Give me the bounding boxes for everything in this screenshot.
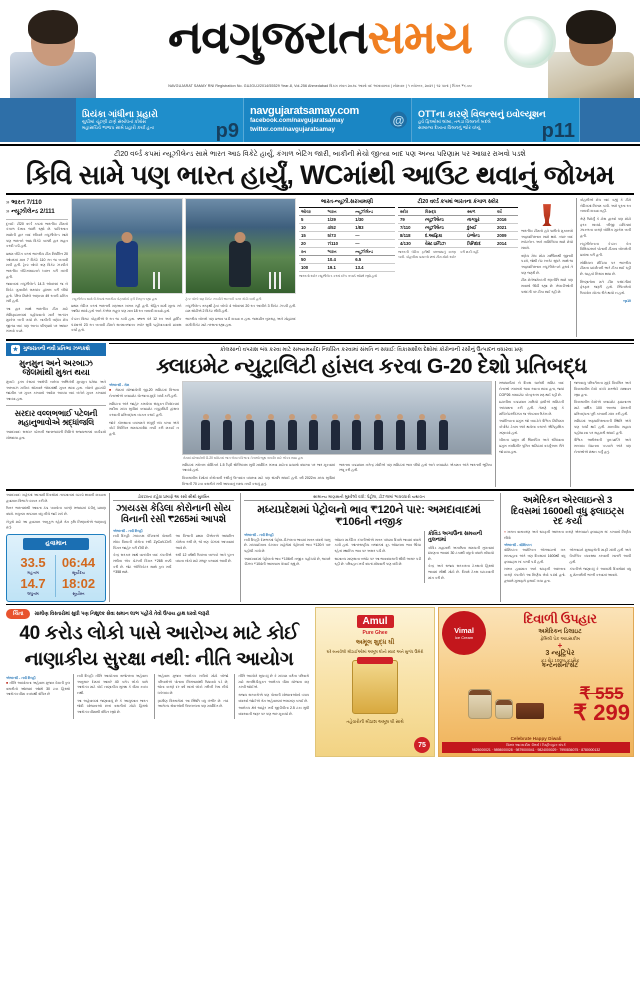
- stat-row: [299, 216, 395, 224]
- lead-body-farright: કોહલીએ મેચ બાદ કહ્યું કે ટીમે બેટિંગમાં નિરાશ કર્યા. અમે પૂરતા રન બનાવી શક્યા નહીં. તેણે ઉમેર્યું કે ટોસ હારવો પણ મોટો ફરક લાવ્યો. બીજી ઇનિંગમાં ઝાકળના કારણે બોલિંગ મુશ્કેલ બની હતી. ન્યૂઝીલેન્ડના કેપ્ટન કેન વિલિયમ્સને પોતાની ટીમના બોલરોની પ્રશંસા કરી હતી. સોશિયલ મીડિયા પર ભારતીય ટીમના પ્રદર્શનની ભારે ટીકા થઈ રહી છે. ચાહકો નિરાશ થયા છે. નિષ્ણાતોના મતે ટીમ પસંદગીમાં ફેરફાર જરૂરી હતો. સ્પિનરોનો ઉપયોગ યોગ્ય રીતે થયો ન હતો.: [580, 198, 631, 295]
- stat-row: [398, 224, 518, 232]
- lead-trophy-column: [521, 198, 573, 337]
- stat-cell: 13.4: [353, 264, 395, 272]
- lead-body-right: ભારતીય ટીમનો હવે પછીનો મુકાબલો અફઘાનિસ્તાન સામે થશે. ત્યાર બાદ સ્કોટલેન્ડ અને નામિબિયા સામે મેચો રમાશે. ત્રણેય મેચ મોટા માર્જિનથી જીતવી પડશે, જેથી નેટ રનરેટ સુધરે. સાથે જ અફઘાનિસ્તાન ન્યૂઝીલેન્ડને હરાવે તે પણ જરૂરી છે. ટીમ મેનેજમેન્ટની રણનીતિ સામે પણ સવાલો ઊઠી રહ્યા છે. ખેલાડીઓની પસંદગી પર ટીકા થઈ રહી છે.: [521, 229, 573, 294]
- ad-amul[interactable]: [315, 607, 435, 757]
- vimal-tub-large: [468, 689, 492, 719]
- stat-col-header: ભારત: [325, 208, 353, 216]
- stat-cell: 20: [299, 240, 325, 248]
- g20-section: [109, 343, 634, 488]
- vaccine-kicker: ડોકટરના કહેવા પ્રમાણે આ રસી સૌથી સુરક્ષિત: [113, 493, 234, 501]
- airlines-bullet-text: ખરાબ વાતાવરણ અને સ્ટાફની અછતના કારણે એરલાઇને ફ્લાઇટ્સ રદ કરવાનો નિર્ણય લીધો: [504, 530, 631, 540]
- vimal-price-new: ₹ 299: [573, 699, 630, 725]
- stat-table-2: [398, 208, 518, 248]
- lead-body-center: પ્રથમ બેટિંગ કરતાં ભારતની શરૂઆત ખરાબ રહી હતી. રોહિત શર્મા શૂન્ય રને આઉટ થયો હતો અને કેએલ રાહુલ પણ માત્ર 18 રન બનાવી શક્યો હતો. કેપ્ટન વિરાટ કોહલીએ 9 રન જ કર્યા હતા. ઋષભ પંતે 12 રન અને હાર્દિક પંડ્યાએ 23 રન બનાવી ટીમને સન્માનજનક સ્કોર સુધી પહોંચાડવાનો પ્રયાસ કર્યો હતો. ન્યૂઝીલેન્ડ તરફથી ટ્રેન્ટ બોલ્ટે 4 ઓવરમાં 20 રન આપીને 3 વિકેટ ઝડપી હતી. ઇશ સોઢીએ 2 વિકેટ લીધી હતી. ભારતીય બોલરો પણ પ્રભાવ પાડી શક્યા ન હતા. જસપ્રીત બુમરાહ અને મોહમ્મદ શમી વિકેટ માટે તરસતા રહ્યા હતા.: [71, 303, 296, 333]
- lead-photo-area: [71, 198, 296, 337]
- promo-right-headline: OTTના કારણે વિલન્સનું ઇવોલ્યૂશન: [418, 108, 546, 119]
- vimal-line1: અમેરિકન ડિલાઇટ: [538, 629, 582, 636]
- bottom-body-2: અહેવાલ મુજબ આરોગ્ય ખર્ચનો મોટો બોજો પરિવારોએ પોતાના ખિસ્સામાંથી ઉઠાવવો પડે છે, જેના કારણે દર વર્ષે લાખો લોકો ગરીબી રેખા નીચે ધકેલાય છે. ગ્રામીણ વિસ્તારોમાં આ સ્થિતિ વધુ ગંભીર છે. ત્યાં આરોગ્ય સેવાઓની ઉપલબ્ધતા પણ મર્યાદિત છે.: [154, 674, 232, 720]
- side-story-mid-body: અમદાવાદ: સરદાર પટેલની જન્મજયંતી નિમિત્તે રાજ્યભરમાં કાર્યક્રમો યોજાયા હતા.: [6, 430, 106, 440]
- sidebar-section-label: ગુજરાતની નવી પ્રતિભા ઝળકશે: [23, 345, 90, 352]
- vimal-price-old: ₹ 555: [579, 683, 624, 703]
- vimal-contact-title: વિમલ આઇસક્રીમ ડીલર્સ / ડિસ્ટ્રીબ્યુટર સંપર્ક: [506, 742, 566, 747]
- lead-photo-bowler: [185, 198, 297, 294]
- stat-col-header: વિરુદ્ધ: [423, 208, 465, 216]
- vimal-line5: કન્ટેનર્સનો સેટ: [541, 663, 579, 670]
- petrol-body: નવી દિલ્હી: દેશભરમાં પેટ્રોલ-ડીઝલના ભાવમાં સતત વધારો ચાલુ છે. મધ્યપ્રદેશના કેટલાક શહેરોમાં પેટ્રોલનો ભાવ ₹120ને પાર પહોંચી ગયો છે. અમદાવાદમાં પેટ્રોલનો ભાવ ₹106ની નજીક પહોંચ્યો છે, જ્યારે ડીઝલ ₹104ની આસપાસ વેચાઈ રહ્યું છે. ઓઇલ માર્કેટિંગ કંપનીઓએ સતત પાંચમા દિવસે ભાવમાં વધારો કર્યો હતો. આંતરરાષ્ટ્રીય બજારમાં ક્રૂડ ઓઇલના ભાવ ઊંચા રહેતાં સ્થાનિક ભાવ પર અસર પડી છે. સામાન્ય માણસના બજેટ પર આ ભાવવધારાની સીધી અસર પડી રહી છે. પરિવહન ખર્ચ વધતાં મોંઘવારી પણ વધી છે.: [244, 537, 422, 567]
- lead-headline[interactable]: કિવિ સામે પણ ભારત હાર્યું, WCમાંથી આઉટ થવાનું જોખમ: [25, 160, 615, 190]
- amul-product: Pure Ghee: [362, 630, 388, 637]
- stat-cell: 50: [299, 256, 325, 264]
- stat-cell: 2009: [495, 232, 518, 240]
- stat-cell: 4/130: [398, 240, 423, 248]
- promo-left-sub2: મહાસચિવે ભાજપ સામે પ્રહારો કર્યા હતા: [82, 125, 154, 131]
- vimal-brand-sub: Ice Cream: [454, 635, 474, 641]
- bottom-section: [0, 607, 640, 757]
- stat-cell: —: [353, 232, 395, 240]
- stat-cell: દુબઈ: [465, 224, 495, 232]
- bottom-bullet-text: નીતિ આયોગના અહેવાલ મુજબ દેશની કુલ વસતીનો ઓછામાં ઓછો 30 ટકા હિસ્સો આરોગ્ય વીમા કવચથી વંચિત છે: [6, 680, 70, 697]
- stat-cell: વેસ્ટ ઇન્ડિઝ: [423, 240, 465, 248]
- stat-cell: ત્રિનિદાદ: [465, 240, 495, 248]
- weather-min-value: 14.7: [20, 575, 46, 591]
- stat-cell: 7/110: [325, 240, 353, 248]
- airlines-headline[interactable]: અમેરિકન એરલાઇન્સે 3 દિવસમાં 1600થી વધુ ફ્લાઇટ્સ રદ કર્યા: [510, 494, 625, 528]
- stat-cell: નાગપુર: [465, 216, 495, 224]
- promo-right-sub2: સામાન્ય દેખાતા વિલનનું જોર વધ્યું: [418, 125, 481, 131]
- stat-row: [299, 256, 395, 264]
- stat-cell: 1/29: [325, 216, 353, 224]
- airlines-byline: એજન્સી - વોશિંગ્ટન: [504, 543, 532, 548]
- g20-byline: એજન્સી - રોમ: [109, 383, 130, 388]
- ad-vimal[interactable]: [438, 607, 634, 757]
- bottom-bullet: ■ નીતિ આયોગના અહેવાલ મુજબ દેશની કુલ વસતીનો ઓછામાં ઓછો 30 ટકા હિસ્સો આરોગ્ય વીમા કવચથી વંચિત છે: [6, 680, 70, 697]
- promo-strip: [0, 98, 640, 142]
- promo-right-page: p11: [541, 120, 575, 142]
- petrol-sidebar-head: કોવિડ અગાઉના સમયની તુલનામાં: [428, 530, 483, 544]
- lead-photo-caption-left: ન્યૂઝીલેન્ડ સામેની મેચમાં ભારતીય બેટ્સમેનો ફરી નિષ્ફળ રહ્યા હતા: [72, 297, 158, 302]
- stat-row: [398, 216, 518, 224]
- weather-max-label: મહત્તમ: [27, 569, 39, 575]
- bottom-body-3: નીતિ આયોગે સૂચવ્યું છે કે મધ્યમ વર્ગના પરિવારો માટે સબસિડીયુક્ત આરોગ્ય વીમા યોજના શરૂ કરવી જોઈએ. રાજ્ય સરકારોએ પણ પોતાની યોજનાઓનો વ્યાપ વધારવો જોઈએ તેમ અહેવાલમાં ભલામણ કરાઈ છે. આરોગ્ય ક્ષેત્રે જાહેર ખર્ચ જીડીપીના 2.5 ટકા સુધી વધારવાની જરૂર પર પણ ભાર મૂકાયો છે.: [234, 674, 312, 720]
- side-story-top-body: મુંબઈ: ડ્રગ્સ કેસમાં આરોપી બનેલા અભિનેત્રી મુનમુન ધમેચા અને અરબાઝ મર્ચન્ટ સોમવારે જેલમાંથી મુક્ત થયા હતા. બોમ્બે હાઇકોર્ટે જામીન પર મુક્ત કરવાનો આદેશ આપ્યા બાદ બંનેને મુક્ત કરવામાં આવ્યા હતા.: [6, 379, 106, 401]
- side-story-top-headline[interactable]: મુનમુન અને અરબાઝ જેલમાંથી મુક્ત થયા: [19, 357, 93, 378]
- stat-table-1-note: ભારતનો સ્કોર ન્યૂઝીલેન્ડ કરતાં દરેક તબક્કે ઓછો રહ્યો હતો: [299, 274, 378, 279]
- weather-title: હવામાન: [23, 538, 89, 550]
- left-sidebar: [6, 343, 106, 488]
- amul-logo: Amul: [357, 615, 394, 628]
- vimal-brand: Vimal: [454, 626, 474, 636]
- stat-table-lowscores: [398, 198, 518, 337]
- trophy-badge-icon: ★: [12, 346, 19, 353]
- lead-photo-caption-right: ટ્રેન્ટ બોલ્ટે ત્રણ વિકેટ ઝડપીને ભારતની કમર તોડી નાખી હતી: [185, 297, 262, 302]
- stat-table-1: [299, 208, 395, 272]
- stat-cell: ન્યૂઝીલેન્ડ: [423, 216, 465, 224]
- g20-photo-column: [182, 381, 492, 487]
- amul-sub: તહેવારોની મીઠાશ અમૂલ ઘી સાથે: [346, 718, 404, 724]
- stat-cell: 6.5: [353, 256, 395, 264]
- vimal-plus: +: [557, 641, 563, 651]
- stat-cell: 1/30: [353, 216, 395, 224]
- stat-row: [299, 264, 395, 272]
- weather-max-value: 33.5: [20, 554, 46, 570]
- vimal-contact-bar: [442, 742, 630, 754]
- stat-col-header: ભારત: [325, 248, 353, 256]
- stat-cell: 2016: [495, 216, 518, 224]
- vimal-tub-small: [495, 699, 513, 719]
- weather-sunrise: [56, 555, 101, 576]
- promo-item-priyanka[interactable]: [76, 98, 244, 142]
- airlines-bullet: » ખરાબ વાતાવરણ અને સ્ટાફની અછતના કારણે એરલાઇને ફ્લાઇટ્સ રદ કરવાનો નિર્ણય લીધો: [504, 530, 631, 540]
- lead-score-block: » ભારત 7/110 » ન્યૂઝીલેન્ડ 2/111: [6, 198, 68, 220]
- amul-kicker: ઘરે બનાવેલી મીઠાઈઓમાં અમૂલ ઘીનો સ્વાદ અને સુગંધ ઉમેરો: [326, 649, 424, 655]
- weather-sunset-value: 18:02: [61, 575, 96, 591]
- stat-cell: 1/83: [353, 224, 395, 232]
- lion-logo-icon: [504, 16, 556, 68]
- g20-left-column: [109, 381, 179, 487]
- g20-right-column: [495, 381, 567, 487]
- middle-section: [0, 343, 640, 488]
- stat-cell: 79: [398, 216, 423, 224]
- promo-right-sub1: હવે ફિલ્મોમાં લાંબા, તગડા વિલનને બદલે: [418, 118, 491, 124]
- stat-cell: ન્યૂઝીલેન્ડ: [423, 224, 465, 232]
- vimal-icecream-pack: [516, 703, 544, 719]
- stat-col-header: રન: [299, 248, 325, 256]
- stat-cell: 10.4: [325, 256, 353, 264]
- g20-body-4: જળવાયુ પરિવર્તનના મુદ્દે વિકસિત અને વિકાસશીલ દેશો વચ્ચે મતભેદો યથાવત રહ્યા હતા. વિકાસશીલ દેશોએ ક્લાઇમેટ ફાઇનાન્સ માટે વાર્ષિક 100 અબજ ડોલરની પ્રતિબદ્ધતા પૂરી કરવાની માંગ કરી હતી. સમિટમાં અફઘાનિસ્તાનની સ્થિતિ અંગે પણ ચર્ચા થઈ હતી. માનવીય સહાય પહોંચાડવા પર સહમતી સધાઈ હતી. વૈશ્વિક અર્થતંત્રની પુનઃપ્રાપ્તિ અને સપ્લાય ચેઇનના પડકારો અંગે પણ નેતાઓએ મંથન કર્યું હતું.: [574, 381, 631, 454]
- promo-item-ott[interactable]: [412, 98, 580, 142]
- registration-line: NAVGUJARAT SAMAY RNI Registration No. GUJGUJ/2014/55529 Year-8, Vol-256 Ahmedabad વિક્રમ સંવત ૨૦૭૮ આસો વદ અમાવાસ્યા | સોમવાર | ૧ નવેમ્બર, ૨૦૨૧ | ૧૨ પાનાં | કિંમત ₹૬.૦૦: [168, 84, 472, 88]
- lead-photo-batsman: [71, 198, 183, 294]
- stat-col-header: સ્કોર: [398, 208, 423, 216]
- vimal-headline: દિવાળી ઉપહાર: [523, 611, 597, 627]
- promo-facebook-url[interactable]: facebook.com/navgujaratsamay: [250, 117, 344, 125]
- airlines-body: વોશિંગ્ટન: અમેરિકન એરલાઇન્સે ગત સપ્તાહના અંતે ત્રણ દિવસમાં 1600થી વધુ ફ્લાઇટ્સ રદ કરવી પડી હતી. ખરાબ હવામાન અને સ્ટાફની અછતના કારણે કંપનીને આ નિર્ણય લેવો પડ્યો હતો. હજારો મુસાફરો ફસાઈ ગયા હતા. એરલાઇને મુસાફરોની માફી માંગી હતી અને વૈકલ્પિક વ્યવસ્થા કરવાની ખાતરી આપી હતી. કંપનીએ જણાવ્યું કે આગામી દિવસોમાં વધુ ક્રૂ મેમ્બર્સની ભરતી કરવામાં આવશે.: [504, 548, 631, 583]
- bottom-tag-left: ચિંતા: [6, 609, 30, 619]
- stat-cell: 10: [299, 224, 325, 232]
- stat-col-header: વર્ષ: [495, 208, 518, 216]
- vaccine-byline: એજન્સી - નવી દિલ્હી: [113, 529, 143, 534]
- petrol-kicker: સામાન્ય માણસની મુશ્કેલી વધી: પેટ્રોલ, ડીઝલમાં ભાવવધારો યથાવત: [244, 493, 494, 501]
- stat-cell: 5/73: [325, 232, 353, 240]
- promo-left-sub1: યુપીમાં ચૂંટણી ટાણે સંબોધતાં કોંગ્રેસ: [82, 118, 146, 124]
- lead-far-right-column: [576, 198, 634, 337]
- weather-min: [11, 576, 56, 597]
- stat-table-2-note: ભારતની બેટિંગ ફરીથી પરાજયનું કારણ બની. કોહલીના પ્રયત્નો છતાં ટીમ મોટો સ્કોર કરી શકી નહીં.: [398, 250, 480, 260]
- promo-right-pad: [580, 98, 640, 142]
- g20-far-right-column: [570, 381, 634, 487]
- promo-left-page: p9: [215, 120, 239, 142]
- promo-item-website[interactable]: [244, 98, 412, 142]
- petrol-headline[interactable]: મધ્યપ્રદેશમાં પેટ્રોલનો ભાવ ₹120ને પાર: અમદાવાદમાં ₹106ની નજીક: [257, 503, 481, 529]
- stat-table-2-title: ટી20 વર્લ્ડ કપમાં ભારતના કંગાળ સ્કોર: [398, 198, 518, 208]
- stat-row: [299, 240, 395, 248]
- lead-left-column: [6, 198, 68, 337]
- sports-block: [0, 195, 640, 337]
- vimal-line2: ફેમિલી પેક આઇસક્રીમ: [540, 636, 580, 642]
- lead-body-left: દુબઈ: ટી20 વર્લ્ડ કપમાં ભારતીય ટીમનો કંગાળ દેખાવ જારી રહ્યો છે. પાકિસ્તાન સામેની હાર બાદ રવિવારે ન્યૂઝીલેન્ડ સામે પણ ભારતને આઠ વિકેટે કારમી હાર સહન કરવી પડી હતી. પ્રથમ બેટિંગ કરતાં ભારતીય ટીમ નિર્ધારિત 20 ઓવરમાં માત્ર 7 વિકેટે 110 રન જ બનાવી શકી હતી. ટ્રેન્ટ બોલ્ટે ત્રણ વિકેટ ઝડપીને ભારતીય બેટિંગલાઇનને ધ્વસ્ત કરી નાખી હતી. જવાબમાં ન્યૂઝીલેન્ડે 14.3 ઓવરમાં જ બે વિકેટ ગુમાવીને લક્ષ્યાંક હાંસલ કરી લીધો હતો. ડેરિલ મિશેલે અણનમ 49 રનની ઇનિંગ રમી હતી. આ હાર સાથે ભારતીય ટીમ માટે સેમિફાઇનલમાં પહોંચવાનો માર્ગ અત્યંત મુશ્કેલ બની ગયો છે. બાકીની ત્રણેય મેચ જીત્યા બાદ પણ અન્ય પરિણામો પર આધાર રાખવો પડશે.: [6, 221, 68, 334]
- stat-cell: 7/110: [398, 224, 423, 232]
- weather-grid: [7, 553, 105, 601]
- stat-row: [299, 224, 395, 232]
- vimal-pricing: [573, 685, 630, 724]
- score-nz: ન્યૂઝીલેન્ડ 2/111: [11, 208, 55, 216]
- g20-headline[interactable]: ક્લાઇમેટ ન્યુટ્રાલિટી હાંસલ કરવા G-20 દેશો પ્રતિબદ્ધ: [156, 354, 587, 378]
- stat-col-header: ન્યૂઝીલેન્ડ: [353, 208, 395, 216]
- story-vaccine: [109, 493, 237, 602]
- three-story-row: [0, 493, 640, 602]
- story-airlines: [500, 493, 634, 602]
- side-story-mid-headline[interactable]: સરદાર વલ્લભભાઈ પટેલની મહાનુભાવોએ શ્રદ્ધાંજલિ: [14, 409, 98, 428]
- vimal-logo: [442, 611, 486, 655]
- vaccine-headline[interactable]: ઝાયડસ કેડિલા કોરોનાની સોય વિનાની રસી ₹265માં આપશે: [116, 502, 231, 525]
- vimal-footer-title: Celebrate Happy Diwali: [510, 735, 562, 741]
- bottom-headline-2[interactable]: નાણાકીય સુરક્ષા નથી: નીતિ આયોગ: [24, 648, 294, 670]
- g20-group-photo: [182, 381, 492, 455]
- stat-cell: 2021: [495, 224, 518, 232]
- stat-row: [398, 240, 518, 248]
- petrol-sidebar: [424, 531, 494, 584]
- g20-photo-caption: રોમમાં યોજાયેલી G-20 સમિટમાં ભાગ લેનારા વિશ્વના નેતાઓ જૂથ તસવીર માટે એકત્ર થયા હતા: [183, 456, 304, 461]
- at-symbol-icon: @: [390, 112, 407, 129]
- promo-twitter-url[interactable]: twitter.com/navgujaratsamay: [250, 126, 335, 133]
- stat-cell: 4/52: [325, 224, 353, 232]
- stat-table-1-title: ભારત-ન્યૂઝી.સરખામણી: [299, 198, 395, 208]
- stat-col-header: સ્થળ: [465, 208, 495, 216]
- promo-left-pad: [0, 98, 76, 142]
- weather-sunrise-value: 06:44: [61, 554, 96, 570]
- promo-website-url[interactable]: navgujaratsamay.com: [250, 105, 360, 118]
- vimal-phones: 9825000021 · 9898000028 · 9879000041 · 9824000029 · 7990836075 · 8780000132: [471, 747, 601, 752]
- stat-cell: 15: [299, 232, 325, 240]
- bottom-body-1: નવી દિલ્હી: નીતિ આયોગના તાજેતરના અહેવાલ અનુસાર દેશમાં આશરે 40 કરોડ લોકો પાસે આરોગ્ય માટે કોઈ નાણાકીય સુરક્ષા કે વીમા કવચ નથી. આ અહેવાલમાં જણાવાયું છે કે આયુષ્માન ભારત જેવી યોજનાઓ છતાં વસતીનો મોટો હિસ્સો આરોગ્ય વીમાથી વંચિત રહ્યો છે.: [73, 674, 151, 720]
- bottom-byline: એજન્સી - નવી દિલ્હી: [6, 675, 36, 680]
- amul-75-badge: 75: [414, 737, 430, 753]
- amul-tagline: અમૂલ શુદ્ધ ઘી: [355, 639, 395, 647]
- stat-cell: 8/118: [398, 232, 423, 240]
- weather-sunrise-label: સૂર્યોદય: [72, 569, 85, 575]
- stat-row: [398, 232, 518, 240]
- masthead-title-part2: સમય: [367, 11, 472, 63]
- story-petrol: [240, 493, 497, 602]
- stat-cell: 5: [299, 216, 325, 224]
- stat-col-header: ઓવર: [299, 208, 325, 216]
- score-india: ભારત 7/110: [11, 199, 42, 207]
- stat-col-header: ન્યૂઝીલેન્ડ: [353, 248, 395, 256]
- bottom-headline-1[interactable]: 40 કરોડ લોકો પાસે આરોગ્ય માટે કોઈ: [19, 623, 299, 645]
- stat-cell: ઇંગ્લેન્ડ: [465, 232, 495, 240]
- sidebar-section-tag: [6, 343, 106, 356]
- petrol-sidebar-body: કોવિડ મહામારી અગાઉના સમયની તુલનામાં ઇંધણના ભાવમાં 30 ટકાથી વધુનો વધારો નોંધાયો છે. કેન્દ્ર અને રાજ્ય સરકારના ટેક્સનો હિસ્સો ભાવમાં સૌથી મોટો છે. વિપક્ષે ટેક્સ ઘટાડવાની માંગ કરી છે.: [428, 545, 494, 580]
- masthead-title-part1: નવગુજરાત: [168, 11, 368, 63]
- row3-sidebar: [6, 493, 106, 602]
- stat-cell: 19.1: [325, 264, 353, 272]
- vimal-product-images: [442, 689, 569, 719]
- petrol-byline: એજન્સી - નવી દિલ્હી: [244, 532, 274, 537]
- stat-cell: —: [353, 240, 395, 248]
- vimal-line4: ફૂડ ગ્રેડ 100% ફૂડસેફ: [540, 658, 580, 664]
- stat-row: [299, 232, 395, 240]
- weather-max: [11, 555, 56, 576]
- trophy-graphic: [521, 198, 573, 226]
- amul-ghee-tin: [352, 660, 398, 714]
- row3-sidebar-body: અમદાવાદ: શહેરમાં આગામી દિવસોમાં તાપમાનમાં ઘટાડો થવાની શક્યતા હવામાન વિભાગે વ્યક્ત કરી છે. ઉત્તર ભારતમાંથી આવતા ઠંડા પવનોના કારણે રાજ્યમાં ઠંડીનું પ્રમાણ વધશે. લઘુત્તમ તાપમાન વધુ નીચે જઈ શકે છે. ખેડૂતો માટે આ હવામાન અનુકૂળ રહેશે તેમ કૃષિ નિષ્ણાતોએ જણાવ્યું હતું.: [6, 492, 106, 530]
- stat-cell: દ.આફ્રિકા: [423, 232, 465, 240]
- masthead: [0, 0, 640, 98]
- vaccine-body: નવી દિલ્હી: ઝાયડસ કેડિલાએ પોતાની સોય વિનાની કોરોના રસી ZyCoV-Dની કિંમત જાહેર કરી દીધી છે. કેન્દ્ર સરકાર સાથે વાતચીત બાદ કંપનીએ રસીના એક ડોઝની કિંમત ₹265 નક્કી કરી છે. જેટ એપ્લિકેટર સાથે કુલ ખર્ચ ₹358 થશે. આ વિશ્વની પ્રથમ ડીએનએ આધારિત કોરોના રસી છે, જે ત્રણ ડોઝમાં આપવામાં આવે છે. રસી 12 વર્ષથી ઉપરના બાળકો અને પુખ્ત વયના લોકો માટે મંજૂર કરવામાં આવી છે.: [113, 534, 234, 575]
- stat-table-comparison: [299, 198, 395, 337]
- weather-widget: [6, 534, 106, 602]
- g20-body-3: રાજધાનીમાં બે દિવસ ચાલેલી સમિટ બાદ નેતાઓ ગ્લાસગો જવા રવાના થયા હતા, જ્યાં COP26 ક્લાઇમેટ કોન્ફરન્સ શરૂ થઈ રહી છે. ઇટાલીના વડાપ્રધાન મારિયો દ્રાઘીએ સમિટની અધ્યક્ષતા કરી હતી. તેમણે કહ્યું કે મલ્ટિલેટરલિઝમ જ એકમાત્ર ઉકેલ છે. અમેરિકાના પ્રમુખ જો બાઇડેને વૈશ્વિક મિનિમમ કોર્પોરેટ ટેક્સ અંગે થયેલા કરારને ઐતિહાસિક ગણાવ્યો હતો. ચીનના પ્રમુખ શી જિનપિંગ અને રશિયાના પ્રમુખ વ્લાદિમીર પુતિન સમિટમાં વર્ચ્યુઅલ રીતે જોડાયા હતા.: [499, 381, 564, 454]
- lead-continue-ref[interactable]: »p10: [623, 298, 631, 303]
- stat-cell: 100: [299, 264, 325, 272]
- bottom-story: [6, 607, 312, 757]
- g20-body-1: ■ રોમમાં યોજાયેલી જી-20 સમિટમાં વિશ્વના નેતાઓએ ક્લાઇમેટ ચેન્જના મુદ્દે ચર્ચા કરી હતી. સમિટના અંતે જાહેર કરાયેલા સંયુક્ત નિવેદનમાં સદીના મધ્ય સુધીમાં ક્લાઇમેટ ન્યુટ્રાલિટી હાંસલ કરવાની પ્રતિબદ્ધતા વ્યક્ત કરાઈ હતી. જોકે કોલસાના વપરાશને સંપૂર્ણ બંધ કરવા અંગે કોઈ નિશ્ચિત સમયમર્યાદા નક્કી કરી શકાઈ ન હતી.: [109, 388, 179, 436]
- stat-cell: 2014: [495, 240, 518, 248]
- vimal-line3: 3 ન્યૂટ્રિપેર: [545, 650, 575, 658]
- weather-sunset: [56, 576, 101, 597]
- lead-kicker: ટી20 વર્લ્ડ કપમાં ન્યૂઝીલેન્ડ સામે ભારત આઠ વિકેટે હાર્યું, કંગાળ બેટિંગ જારી, બાકીની મેચો જીત્યા બાદ પણ અન્ય પરિણામ પર આધાર રાખવો પડશે: [0, 145, 640, 160]
- g20-kicker: કોલસાનો વપરાશ બંધ કરવા માટે સમયમર્યાદા નિર્ધારિત કરવામાં સંમતિ ન સધાઈ: વિકાસશીલ દેશોમાં કોરોનાની રસીનું ઉત્પાદન વધારવા પ્રણ: [109, 343, 634, 355]
- bottom-tag-right: ગ્રામીણ વિસ્તારોમાં સુધી પણ નિશુલ્ક સેવા સમાન લાભ પહોંચે તેવો ઉપાય હાથ ધરવો જરૂરી: [34, 611, 210, 618]
- promo-left-headline: પ્રિયંકા ગાંધીના પ્રહારો: [82, 108, 158, 119]
- g20-body-2: સમિટમાં ગ્લોબલ વોર્મિંગને 1.5 ડિગ્રી સેલ્સિયસ સુધી મર્યાદિત રાખવા માટેના પ્રયાસો વધારવા પર ભાર મૂકવામાં આવ્યો હતો. વિકાસશીલ દેશોમાં કોરોનાની રસીનું ઉત્પાદન વધારવા માટે પણ સંમતિ સધાઈ હતી. વર્ષ 2022ના મધ્ય સુધીમાં વિશ્વની 70 ટકા વસતીને રસી આપવાનું લક્ષ્ય નક્કી કરાયું હતું. ભારતના વડાપ્રધાન નરેન્દ્ર મોદીએ પણ સમિટમાં ભાગ લીધો હતો અને ક્લાઇમેટ એક્શન અંગે ભારતની ભૂમિકા રજૂ કરી હતી.: [182, 462, 492, 486]
- weather-min-label: લઘુત્તમ: [27, 590, 39, 596]
- weather-sunset-label: સૂર્યાસ્ત: [72, 590, 85, 596]
